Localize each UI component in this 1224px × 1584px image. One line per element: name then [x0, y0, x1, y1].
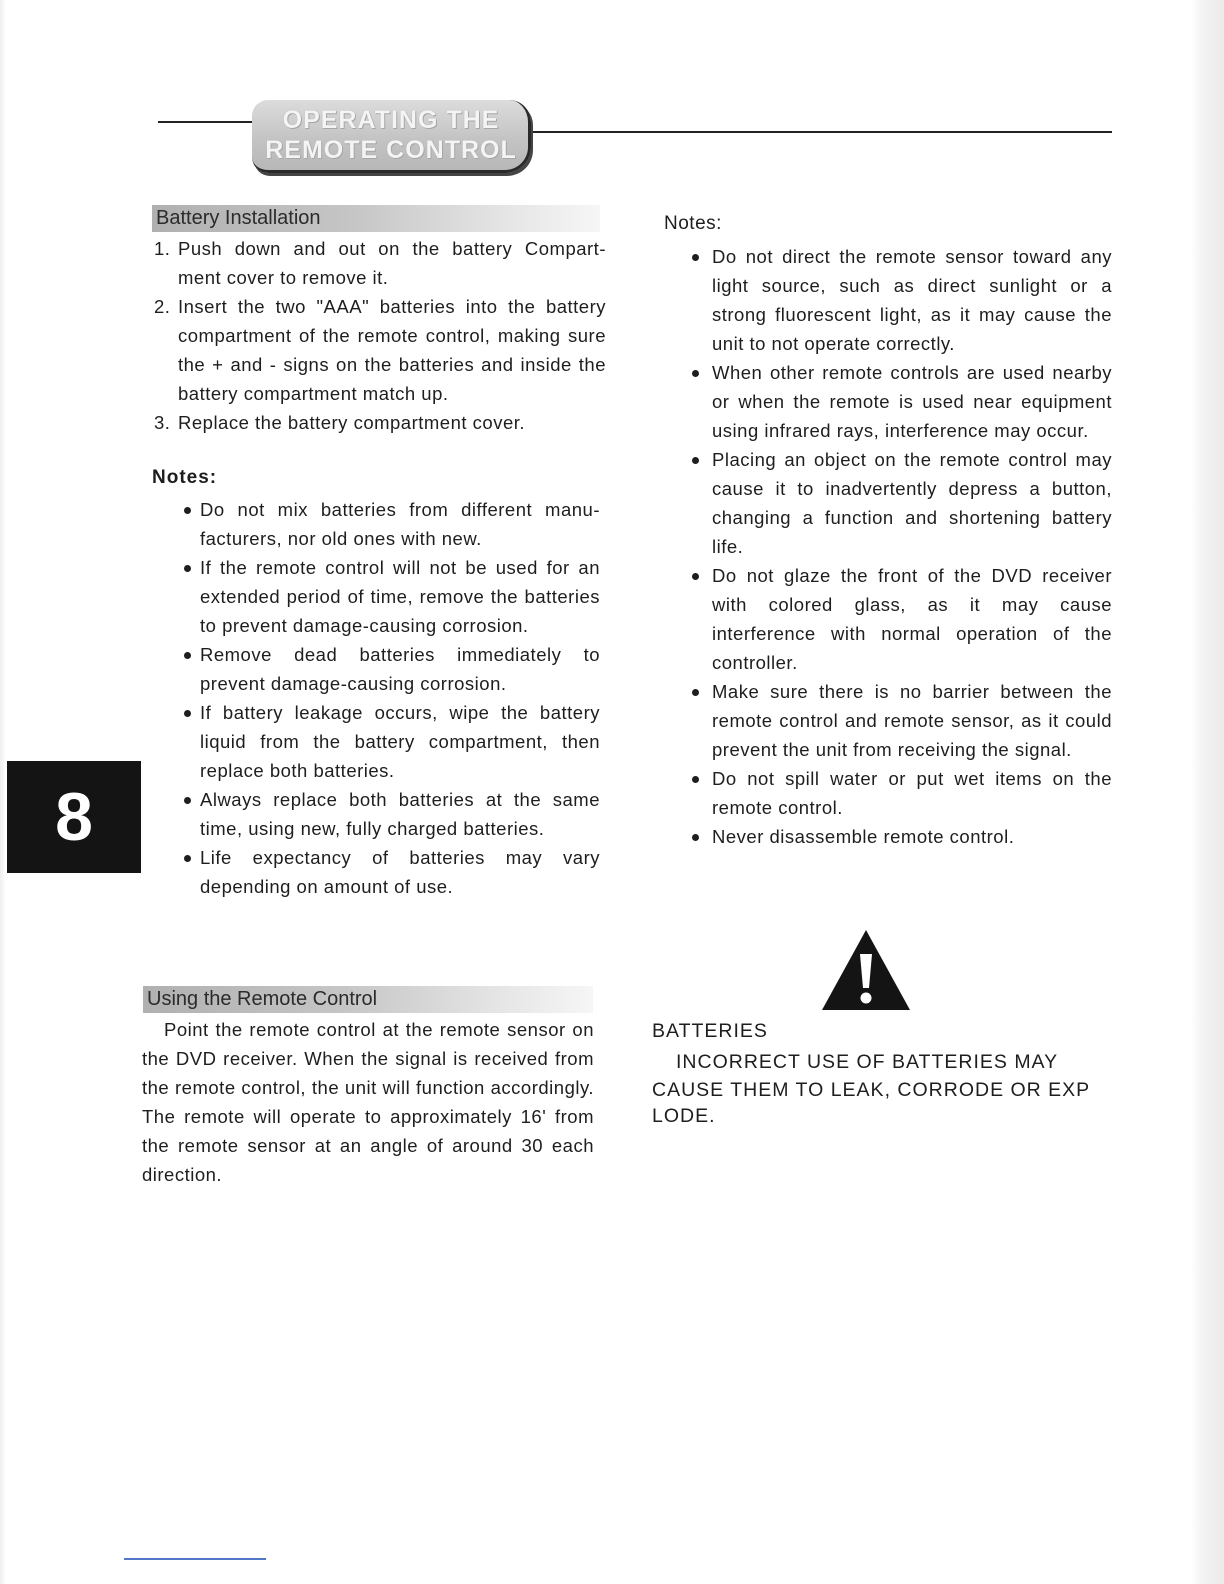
bullet-icon [184, 652, 191, 659]
right-note-7: Never disassemble remote control. [712, 822, 1112, 851]
battery-notes [200, 495, 600, 901]
warning-title: BATTERIES [652, 1020, 768, 1042]
right-notes-heading: Notes: [664, 213, 722, 234]
battery-note-4: If battery leakage occurs, wipe the battery liquid from the battery compartment, then replace both batteries. [200, 698, 600, 785]
scan-edge-left [0, 0, 6, 1584]
right-note-1: Do not direct the remote sensor toward any light source, such as direct sunlight or a strong fluorescent light, as it may cause the unit to not operate correctly. [712, 242, 1112, 358]
using-remote-body: Point the remote control at the remote sensor on the DVD receiver. When the signal is received from the remote control, the unit will function accordingly. The remote will operate to approximately 16' from the remote sensor at an angle of around 30 each direction. [142, 1019, 594, 1185]
step-3: 3. Replace the battery compartment cover. [154, 412, 526, 433]
battery-note-6: Life expectancy of batteries may vary depending on amount of use. [200, 843, 600, 901]
warning-line-3: LODE. [652, 1105, 716, 1127]
warning-line-2: CAUSE THEM TO LEAK, CORRODE OR EXP [652, 1079, 1091, 1101]
battery-steps [154, 234, 606, 437]
right-note-4: Do not glaze the front of the DVD receiver with colored glass, as it may cause interference with normal operation of the controller. [712, 561, 1112, 677]
bullet-icon [184, 710, 191, 717]
section-title-line1: OPERATING THE [282, 106, 500, 134]
bullet-icon [184, 507, 191, 514]
warning-line-1: INCORRECT USE OF BATTERIES MAY [676, 1051, 1059, 1073]
footer-line [124, 1558, 266, 1560]
using-remote-heading: Using the Remote Control [143, 986, 593, 1013]
bullet-icon [692, 457, 699, 464]
bullet-icon [184, 855, 191, 862]
bullet-icon [184, 797, 191, 804]
right-note-2: When other remote controls are used nearby or when the remote is used near equipment using infrared rays, interference may occur. [712, 358, 1112, 445]
battery-note-1: Do not mix batteries from different manu- facturers, nor old ones with new. [200, 495, 600, 553]
battery-installation-heading: Battery Installation [152, 205, 600, 232]
battery-notes-heading: Notes: [152, 467, 218, 488]
right-notes [712, 242, 1112, 851]
header-rule-right [524, 131, 1112, 133]
right-note-6: Do not spill water or put wet items on the remote control. [712, 764, 1112, 822]
bullet-icon [692, 254, 699, 261]
right-note-3: Placing an object on the remote control may cause it to inadvertently depress a button, changing a function and shortening battery life. [712, 445, 1112, 561]
battery-note-5: Always replace both batteries at the same time, using new, fully charged batteries. [200, 785, 600, 843]
bullet-icon [692, 370, 699, 377]
battery-note-2: If the remote control will not be used for an extended period of time, remove the batteries to prevent damage-causing corrosion. [200, 553, 600, 640]
header-rule-left [158, 121, 262, 123]
battery-note-3: Remove dead batteries immediately to prevent damage-causing corrosion. [200, 640, 600, 698]
bullet-icon [184, 565, 191, 572]
scan-edge-right [1190, 0, 1224, 1584]
bullet-icon [692, 834, 699, 841]
warning-triangle-icon [820, 928, 912, 1012]
bullet-icon [692, 689, 699, 696]
bullet-icon [692, 573, 699, 580]
section-title-line2: REMOTE CONTROL [265, 136, 517, 164]
bullet-icon [692, 776, 699, 783]
page-number-tab: 8 [7, 761, 141, 873]
right-note-5: Make sure there is no barrier between the remote control and remote sensor, as it could prevent the unit from receiving the signal. [712, 677, 1112, 764]
section-title-banner [252, 100, 531, 173]
step-2: 2. Insert the two "AAA" batteries into the battery compartment of the remote control, making sure the + and - signs on the batteries and inside the battery compartment match up. [154, 296, 606, 404]
step-1: 1. Push down and out on the battery Compart- ment cover to remove it. [154, 238, 606, 288]
